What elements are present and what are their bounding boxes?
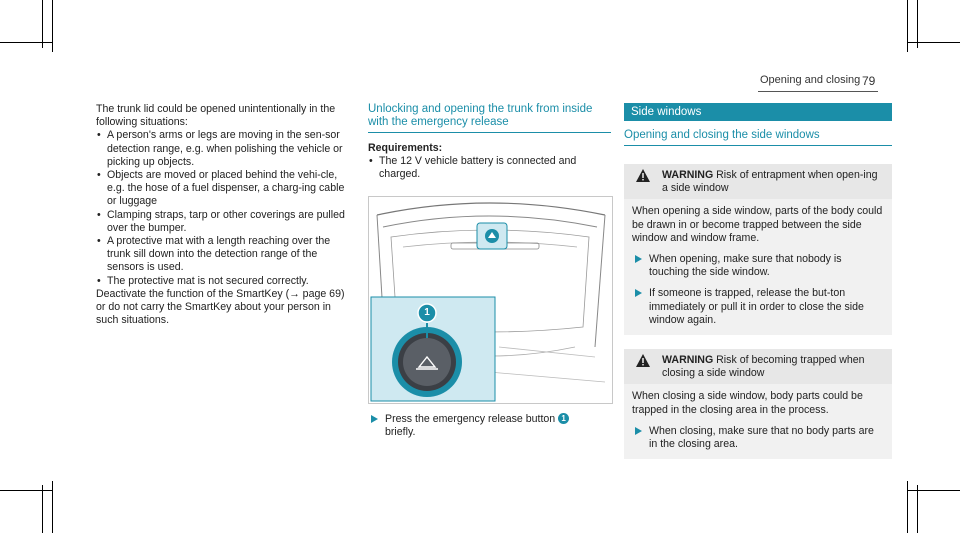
crop-mark [52,481,53,533]
crop-mark [0,490,52,491]
step-text: When opening, make sure that nobody is touching the side window. [649,253,842,279]
warning-text: When opening a side window, parts of the body could be drawn in or become trapped between the side window and window frame. [632,205,883,244]
section-bar-title: Side windows [624,103,892,121]
crop-mark [907,0,908,52]
warning-word: WARNING [662,354,714,367]
step-text: Press the emergency release button [385,412,556,425]
trunk-interior-drawing [369,197,612,403]
warning-text: When closing a side window, body parts could be trapped in the closing area in the process. [632,390,863,416]
arrow-icon [635,289,642,297]
warning-triangle-icon [636,354,650,367]
arrow-icon [635,255,642,263]
warning-step [632,287,884,327]
trunk-illustration [368,196,613,404]
column-right [624,103,892,459]
step-text: If someone is trapped, release the but-ton immediately or pull it in order to close the side window again. [649,287,864,326]
arrow-icon [371,415,378,423]
section-subheading: Opening and closing the side windows [624,129,892,146]
crop-mark [42,0,43,48]
warning-step [632,253,884,279]
crop-mark [908,42,960,43]
step-text: When closing, make sure that no body parts are in the closing area. [649,424,874,451]
instruction-step [368,413,611,439]
warning-step [632,425,884,451]
situation-list [96,129,348,287]
crop-mark [42,485,43,533]
callout-badge: 1 [558,413,569,424]
crop-mark [908,490,960,491]
crop-mark [907,481,908,533]
page-number: 79 [862,74,876,88]
warning-box [624,349,892,459]
crop-mark [917,0,918,48]
warning-header [624,164,892,199]
arrow-icon [635,427,642,435]
running-header: Opening and closing [760,74,861,86]
warning-body [624,384,892,459]
crop-mark [52,0,53,52]
list-item: • A person's arms or legs are moving in the sen-sor detection range, e.g. when polishing the vehicle or picking up objects. [96,129,348,169]
column-left [96,103,348,327]
warning-body [624,199,892,335]
requirements-list [368,155,611,181]
intro-paragraph: The trunk lid could be opened unintentionally in the following situations: [96,103,336,129]
list-item: • The protective mat is not secured correctly. [96,275,348,288]
crop-mark [0,42,52,43]
step-text-end: briefly. [385,425,416,438]
warning-triangle-icon [636,169,650,182]
outro-paragraph: Deactivate the function of the SmartKey (→ page 69) or do not carry the SmartKey about your person in such situations. [96,287,345,327]
column-middle [368,103,611,439]
crop-mark [917,485,918,533]
figure-callout-number: 1 [424,306,430,318]
header-rule [758,91,878,92]
list-item: • The 12 V vehicle battery is connected and charged. [368,155,611,181]
warning-title: Risk of becoming trapped when closing a side window [662,354,865,380]
section-heading: Unlocking and opening the trunk from inside with the emergency release [368,103,611,133]
warning-header [624,349,892,384]
requirements-label: Requirements: [368,142,443,154]
list-item: • Clamping straps, tarp or other coverings are pulled over the bumper. [96,209,348,235]
warning-box [624,164,892,335]
warning-title: Risk of entrapment when open-ing a side window [662,169,878,195]
list-item: • Objects are moved or placed behind the vehi-cle, e.g. the hose of a fuel dispenser, a charg-ing cable or luggage [96,169,348,209]
list-item: • A protective mat with a length reaching over the trunk sill down into the detection range of the sensors is used. [96,235,348,275]
warning-word: WARNING [662,169,714,181]
